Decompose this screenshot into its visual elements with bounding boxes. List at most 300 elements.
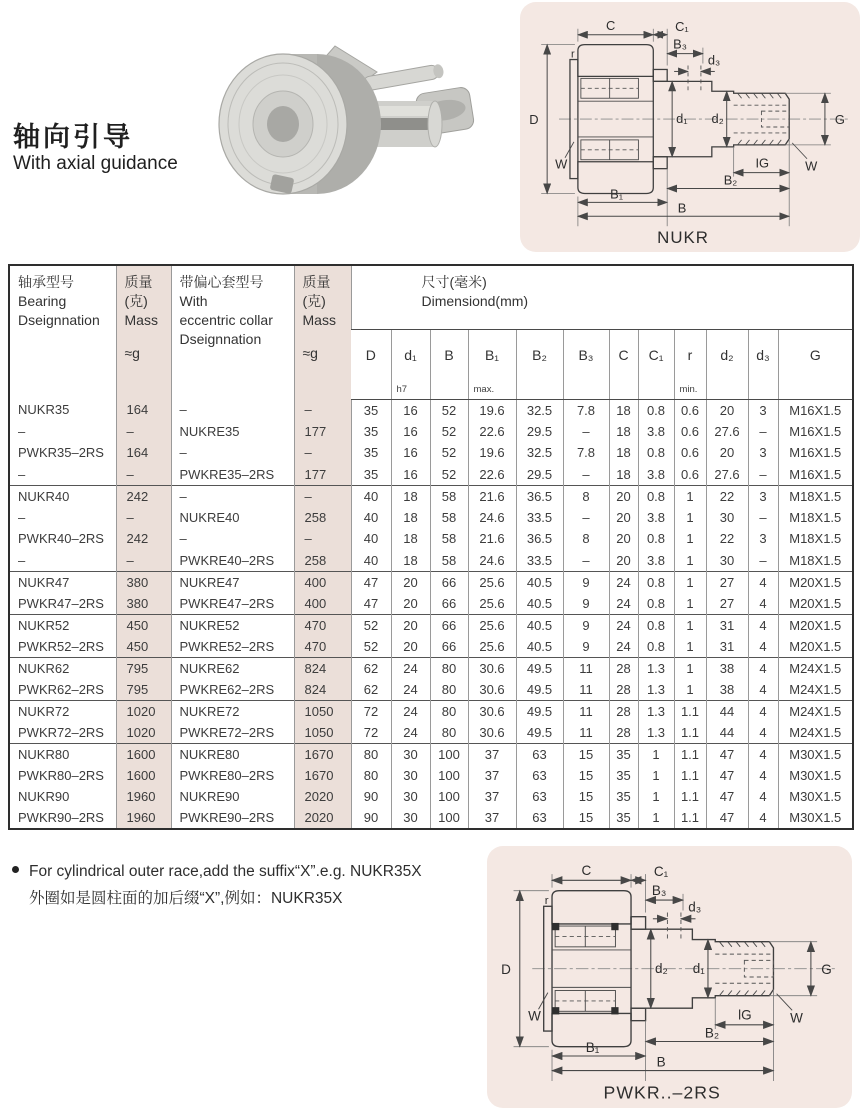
- table-cell: PWKRE47–2RS: [171, 593, 294, 615]
- dim-label-d2: d₂: [654, 960, 668, 976]
- table-cell: 1020: [116, 722, 171, 744]
- bearing-photo-illustration: [195, 26, 475, 216]
- table-cell: NUKRE62: [171, 657, 294, 679]
- table-cell: –: [563, 550, 609, 572]
- table-cell: 795: [116, 657, 171, 679]
- hero-title: [13, 122, 178, 176]
- table-cell: 21.6: [468, 485, 516, 507]
- table-cell: 27: [706, 593, 748, 615]
- table-cell: 29.5: [516, 421, 563, 443]
- table-cell: 1.3: [638, 657, 674, 679]
- table-cell: 8: [563, 485, 609, 507]
- dim-header-subnote: [564, 365, 609, 395]
- table-cell: 62: [351, 679, 391, 701]
- table-cell: 52: [351, 614, 391, 636]
- shaft-slot: [375, 118, 431, 130]
- table-cell: 24: [609, 593, 638, 615]
- table-cell: M18X1.5: [778, 507, 853, 529]
- table-cell: 824: [294, 679, 351, 701]
- dim-label-b1: B₁: [585, 1039, 600, 1055]
- table-cell: M16X1.5: [778, 399, 853, 421]
- dim-header-label: d₃: [756, 346, 770, 363]
- table-cell: 47: [706, 808, 748, 830]
- table-cell: NUKR47: [9, 571, 116, 593]
- table-cell: 47: [351, 571, 391, 593]
- dim-label-b3: B₃: [673, 36, 688, 52]
- dim-label-b2: B₂: [704, 1025, 720, 1041]
- dim-label-ig: IG: [755, 155, 770, 171]
- table-cell: 15: [563, 786, 609, 808]
- table-cell: 16: [391, 464, 430, 486]
- table-cell: 380: [116, 571, 171, 593]
- table-cell: 1: [674, 657, 706, 679]
- table-cell: 0.6: [674, 421, 706, 443]
- table-cell: 0.8: [638, 399, 674, 421]
- dim-label-b1: B₁: [610, 186, 624, 202]
- table-cell: 100: [430, 765, 468, 787]
- table-cell: M20X1.5: [778, 614, 853, 636]
- table-cell: 18: [391, 528, 430, 550]
- table-cell: NUKRE47: [171, 571, 294, 593]
- table-cell: PWKRE62–2RS: [171, 679, 294, 701]
- table-cell: M30X1.5: [778, 808, 853, 830]
- dim-header-subnote: [779, 365, 853, 395]
- table-cell: 0.8: [638, 442, 674, 464]
- table-cell: 1: [638, 808, 674, 830]
- table-cell: NUKRE52: [171, 614, 294, 636]
- table-cell: 1960: [116, 808, 171, 830]
- table-cell: 3.8: [638, 550, 674, 572]
- table-cell: NUKR72: [9, 700, 116, 722]
- table-cell: M20X1.5: [778, 571, 853, 593]
- dim-header-11: [748, 329, 778, 399]
- table-cell: PWKR72–2RS: [18, 724, 104, 740]
- table-cell: M18X1.5: [778, 485, 853, 507]
- table-cell: 33.5: [516, 550, 563, 572]
- table-cell: –: [116, 550, 171, 572]
- table-cell: 33.5: [516, 507, 563, 529]
- table-cell: 28: [609, 657, 638, 679]
- table-cell: 30.6: [468, 700, 516, 722]
- outer-ring-top: [552, 891, 631, 924]
- dim-header-subnote: [749, 365, 778, 395]
- dim-label-b: B: [656, 1054, 666, 1070]
- table-cell: 80: [430, 679, 468, 701]
- table-cell: 30: [391, 786, 430, 808]
- dim-label-r: r: [544, 895, 549, 908]
- dim-label-w-right: W: [805, 158, 818, 174]
- table-cell: M30X1.5: [778, 765, 853, 787]
- bore: [267, 106, 299, 142]
- dim-label-r: r: [570, 48, 575, 61]
- table-cell: –: [171, 485, 294, 507]
- table-cell: 400: [294, 593, 351, 615]
- table-cell: 20: [391, 614, 430, 636]
- table-cell: 63: [516, 808, 563, 830]
- table-cell: 35: [351, 399, 391, 421]
- dim-header-9: [674, 329, 706, 399]
- dim-header-10: [706, 329, 748, 399]
- table-cell: –: [171, 399, 294, 421]
- table-cell: PWKRE40–2RS: [171, 550, 294, 572]
- table-row: [9, 528, 853, 550]
- table-cell: 52: [351, 636, 391, 658]
- table-cell: 0.8: [638, 571, 674, 593]
- table-cell: 58: [430, 485, 468, 507]
- collar-bottom: [653, 157, 667, 169]
- table-cell: 31: [706, 614, 748, 636]
- table-cell: 35: [351, 442, 391, 464]
- table-cell: PWKR52–2RS: [18, 638, 104, 654]
- table-cell: M24X1.5: [778, 722, 853, 744]
- table-cell: 3.8: [638, 507, 674, 529]
- header-collar-designation: 带偏心套型号 With eccentric collar Dseignnation: [171, 265, 294, 399]
- table-cell: 29.5: [516, 464, 563, 486]
- table-cell: 4: [748, 786, 778, 808]
- dim-header-subnote: [610, 365, 638, 395]
- table-cell: 8: [563, 528, 609, 550]
- dim-header-7: [609, 329, 638, 399]
- dim-label-w-left: W: [555, 156, 568, 172]
- table-cell: 9: [563, 571, 609, 593]
- table-cell: 24: [609, 571, 638, 593]
- dim-header-6: [563, 329, 609, 399]
- header-mass-2: 质量 (克) Mass ≈g: [294, 265, 351, 399]
- table-cell: 63: [516, 765, 563, 787]
- table-cell: 27.6: [706, 421, 748, 443]
- table-cell: 80: [430, 722, 468, 744]
- table-cell: 24: [609, 636, 638, 658]
- table-cell: 30.6: [468, 679, 516, 701]
- table-cell: 24: [391, 679, 430, 701]
- dim-header-8: [638, 329, 674, 399]
- table-cell: 36.5: [516, 528, 563, 550]
- table-cell: 1: [674, 636, 706, 658]
- table-cell: 4: [748, 700, 778, 722]
- table-cell: 1670: [294, 743, 351, 765]
- table-cell: 4: [748, 808, 778, 830]
- table-cell: 11: [563, 700, 609, 722]
- table-row: [9, 700, 853, 722]
- dim-label-c1: C₁: [653, 864, 669, 880]
- table-cell: 0.6: [674, 464, 706, 486]
- table-cell: 80: [351, 765, 391, 787]
- table-cell: 80: [430, 657, 468, 679]
- table-cell: –: [116, 421, 171, 443]
- table-cell: 19.6: [468, 399, 516, 421]
- table-cell: 0.8: [638, 528, 674, 550]
- table-cell: –: [748, 507, 778, 529]
- table-cell: 1020: [116, 700, 171, 722]
- table-cell: 35: [351, 421, 391, 443]
- table-cell: 35: [609, 786, 638, 808]
- table-cell: 37: [468, 765, 516, 787]
- table-cell: 1: [638, 743, 674, 765]
- header-mass: 质量 (克) Mass ≈g: [116, 265, 171, 399]
- table-cell: 0.8: [638, 593, 674, 615]
- table-cell: 3: [748, 442, 778, 464]
- dim-header-subnote: [639, 365, 674, 395]
- table-cell: 32.5: [516, 442, 563, 464]
- table-cell: 40: [351, 507, 391, 529]
- dim-label-d1: d₁: [692, 960, 705, 976]
- table-cell: –: [563, 421, 609, 443]
- table-cell: M24X1.5: [778, 679, 853, 701]
- dim-label-D: D: [529, 112, 539, 128]
- table-cell: –: [294, 485, 351, 507]
- table-cell: 7.8: [563, 442, 609, 464]
- table-cell: 58: [430, 528, 468, 550]
- table-cell: 28: [609, 700, 638, 722]
- table-cell: 1: [638, 765, 674, 787]
- table-cell: 37: [468, 808, 516, 830]
- table-cell: 1.3: [638, 679, 674, 701]
- table-cell: 49.5: [516, 700, 563, 722]
- table-cell: 27.6: [706, 464, 748, 486]
- table-cell: 1960: [116, 786, 171, 808]
- table-cell: M18X1.5: [778, 550, 853, 572]
- footnote-line-1: For cylindrical outer race,add the suffix“X”.e.g. NUKR35X: [12, 858, 422, 885]
- table-cell: 52: [430, 464, 468, 486]
- table-cell: 40: [351, 550, 391, 572]
- table-cell: 1: [674, 614, 706, 636]
- table-cell: 20: [391, 571, 430, 593]
- table-cell: 20: [391, 593, 430, 615]
- table-cell: 22: [706, 485, 748, 507]
- table-cell: 37: [468, 743, 516, 765]
- table-row: [9, 765, 853, 787]
- table-cell: 1.1: [674, 765, 706, 787]
- table-cell: 31: [706, 636, 748, 658]
- table-cell: –: [171, 528, 294, 550]
- table-cell: 18: [391, 550, 430, 572]
- table-cell: 4: [748, 593, 778, 615]
- table-cell: 4: [748, 636, 778, 658]
- table-cell: 25.6: [468, 593, 516, 615]
- table-cell: 30.6: [468, 657, 516, 679]
- table-row: [9, 808, 853, 830]
- table-cell: 0.6: [674, 442, 706, 464]
- table-cell: 35: [351, 464, 391, 486]
- table-cell: 22.6: [468, 421, 516, 443]
- table-cell: M20X1.5: [778, 636, 853, 658]
- table-cell: 58: [430, 507, 468, 529]
- table-cell: NUKR35: [18, 402, 70, 418]
- table-cell: 11: [563, 657, 609, 679]
- table-cell: 40.5: [516, 593, 563, 615]
- table-cell: 1: [674, 679, 706, 701]
- dim-header-label: B₁: [484, 346, 500, 363]
- table-cell: 1: [674, 485, 706, 507]
- table-cell: 4: [748, 614, 778, 636]
- table-cell: 258: [294, 507, 351, 529]
- dim-header-4: [468, 329, 516, 399]
- table-cell: M30X1.5: [778, 786, 853, 808]
- bullet-icon: [12, 866, 19, 873]
- table-cell: –: [116, 464, 171, 486]
- table-row: [9, 507, 853, 529]
- table-cell: 20: [706, 442, 748, 464]
- table-cell: 47: [706, 786, 748, 808]
- table-cell: 3: [748, 399, 778, 421]
- dim-header-12: [778, 329, 853, 399]
- table-cell: 18: [391, 507, 430, 529]
- table-cell: 4: [748, 722, 778, 744]
- table-cell: 30: [706, 507, 748, 529]
- table-cell: 40.5: [516, 614, 563, 636]
- table-cell: 62: [351, 657, 391, 679]
- table-cell: –: [116, 507, 171, 529]
- table-cell: 177: [294, 421, 351, 443]
- pwkr-diagram: [487, 846, 852, 1108]
- table-cell: 28: [609, 679, 638, 701]
- table-row: [9, 657, 853, 679]
- table-cell: M16X1.5: [778, 464, 853, 486]
- table-cell: 30.6: [468, 722, 516, 744]
- dim-header-subnote: min.: [679, 383, 698, 395]
- table-cell: 66: [430, 593, 468, 615]
- table-cell: PWKR35–2RS: [18, 445, 104, 461]
- table-cell: 1670: [294, 765, 351, 787]
- table-cell: 37: [468, 786, 516, 808]
- table-cell: 450: [116, 614, 171, 636]
- table-cell: 15: [563, 808, 609, 830]
- table-cell: 20: [609, 528, 638, 550]
- table-row: [9, 786, 853, 808]
- dim-label-b: B: [677, 200, 687, 216]
- table-row: [9, 464, 853, 486]
- table-cell: –: [748, 464, 778, 486]
- table-cell: 4: [748, 571, 778, 593]
- dim-header-2: [391, 329, 430, 399]
- dim-header-subnote: [431, 365, 468, 395]
- dim-label-d3: d₃: [688, 899, 702, 915]
- dim-header-label: r: [687, 346, 693, 363]
- table-cell: M16X1.5: [778, 421, 853, 443]
- table-cell: 470: [294, 614, 351, 636]
- table-cell: NUKRE80: [171, 743, 294, 765]
- table-cell: 4: [748, 657, 778, 679]
- dim-header-label: G: [809, 346, 821, 363]
- table-cell: NUKRE72: [171, 700, 294, 722]
- table-row: [9, 571, 853, 593]
- dim-header-subnote: max.: [473, 383, 495, 395]
- table-cell: 18: [609, 399, 638, 421]
- table-cell: PWKRE90–2RS: [171, 808, 294, 830]
- table-cell: –: [294, 442, 351, 464]
- table-cell: –: [563, 507, 609, 529]
- table-cell: 4: [748, 765, 778, 787]
- shaft-end: [428, 101, 442, 147]
- dim-label-G: G: [834, 112, 845, 128]
- table-cell: M24X1.5: [778, 657, 853, 679]
- table-cell: 258: [294, 550, 351, 572]
- table-cell: 58: [430, 550, 468, 572]
- table-cell: NUKRE35: [171, 421, 294, 443]
- table-cell: 1.1: [674, 786, 706, 808]
- table-cell: 1600: [116, 765, 171, 787]
- collar-bottom: [631, 1008, 646, 1020]
- dim-header-label: B: [444, 346, 454, 363]
- table-cell: 44: [706, 700, 748, 722]
- table-cell: 15: [563, 743, 609, 765]
- table-row: [9, 485, 853, 507]
- table-cell: 3.8: [638, 464, 674, 486]
- table-cell: NUKR62: [9, 657, 116, 679]
- table-cell: 27: [706, 571, 748, 593]
- dim-header-label: d₁: [404, 346, 417, 363]
- table-cell: –: [18, 423, 26, 439]
- table-cell: 15: [563, 765, 609, 787]
- table-cell: 164: [116, 442, 171, 464]
- title-english: With axial guidance: [13, 153, 178, 174]
- table-cell: 35: [609, 808, 638, 830]
- dim-label-w-right: W: [790, 1010, 803, 1026]
- dim-header-label: C₁: [648, 346, 664, 363]
- table-cell: 1600: [116, 743, 171, 765]
- table-cell: 47: [351, 593, 391, 615]
- table-cell: 20: [609, 550, 638, 572]
- collar-top: [653, 69, 667, 81]
- table-row: [9, 442, 853, 464]
- table-cell: 25.6: [468, 571, 516, 593]
- dim-header-subnote: [351, 365, 391, 395]
- table-cell: 80: [430, 700, 468, 722]
- table-row: [9, 399, 853, 421]
- table-cell: M18X1.5: [778, 528, 853, 550]
- table-cell: 35: [609, 743, 638, 765]
- table-cell: 1: [674, 550, 706, 572]
- table-cell: 7.8: [563, 399, 609, 421]
- table-cell: NUKR40: [9, 485, 116, 507]
- table-cell: –: [294, 528, 351, 550]
- table-cell: 52: [430, 399, 468, 421]
- table-cell: 0.8: [638, 485, 674, 507]
- footnote: [12, 858, 422, 912]
- table-cell: NUKR80: [9, 743, 116, 765]
- dim-header-label: d₂: [720, 346, 734, 363]
- table-cell: 1: [638, 786, 674, 808]
- table-cell: 47: [706, 743, 748, 765]
- table-cell: 450: [116, 636, 171, 658]
- diagram-caption: PWKR..–2RS: [603, 1082, 721, 1103]
- table-cell: 470: [294, 636, 351, 658]
- table-cell: 20: [609, 507, 638, 529]
- dim-label-G: G: [821, 961, 832, 977]
- table-cell: 795: [116, 679, 171, 701]
- dim-label-b3: B₃: [651, 882, 667, 898]
- table-cell: 18: [391, 485, 430, 507]
- table-cell: PWKR47–2RS: [18, 595, 104, 611]
- table-cell: 40.5: [516, 571, 563, 593]
- dim-label-b2: B₂: [723, 172, 738, 188]
- table-cell: 47: [706, 765, 748, 787]
- table-cell: 1.1: [674, 722, 706, 744]
- dim-label-w-left: W: [528, 1008, 541, 1024]
- table-cell: –: [294, 399, 351, 421]
- table-cell: 18: [609, 421, 638, 443]
- table-cell: 0.8: [638, 614, 674, 636]
- table-row: [9, 550, 853, 572]
- table-cell: 1.1: [674, 700, 706, 722]
- table-cell: 22.6: [468, 464, 516, 486]
- table-cell: M20X1.5: [778, 593, 853, 615]
- table-cell: 24: [391, 722, 430, 744]
- table-cell: 242: [116, 485, 171, 507]
- table-cell: 24.6: [468, 550, 516, 572]
- table-cell: 80: [351, 743, 391, 765]
- table-cell: 44: [706, 722, 748, 744]
